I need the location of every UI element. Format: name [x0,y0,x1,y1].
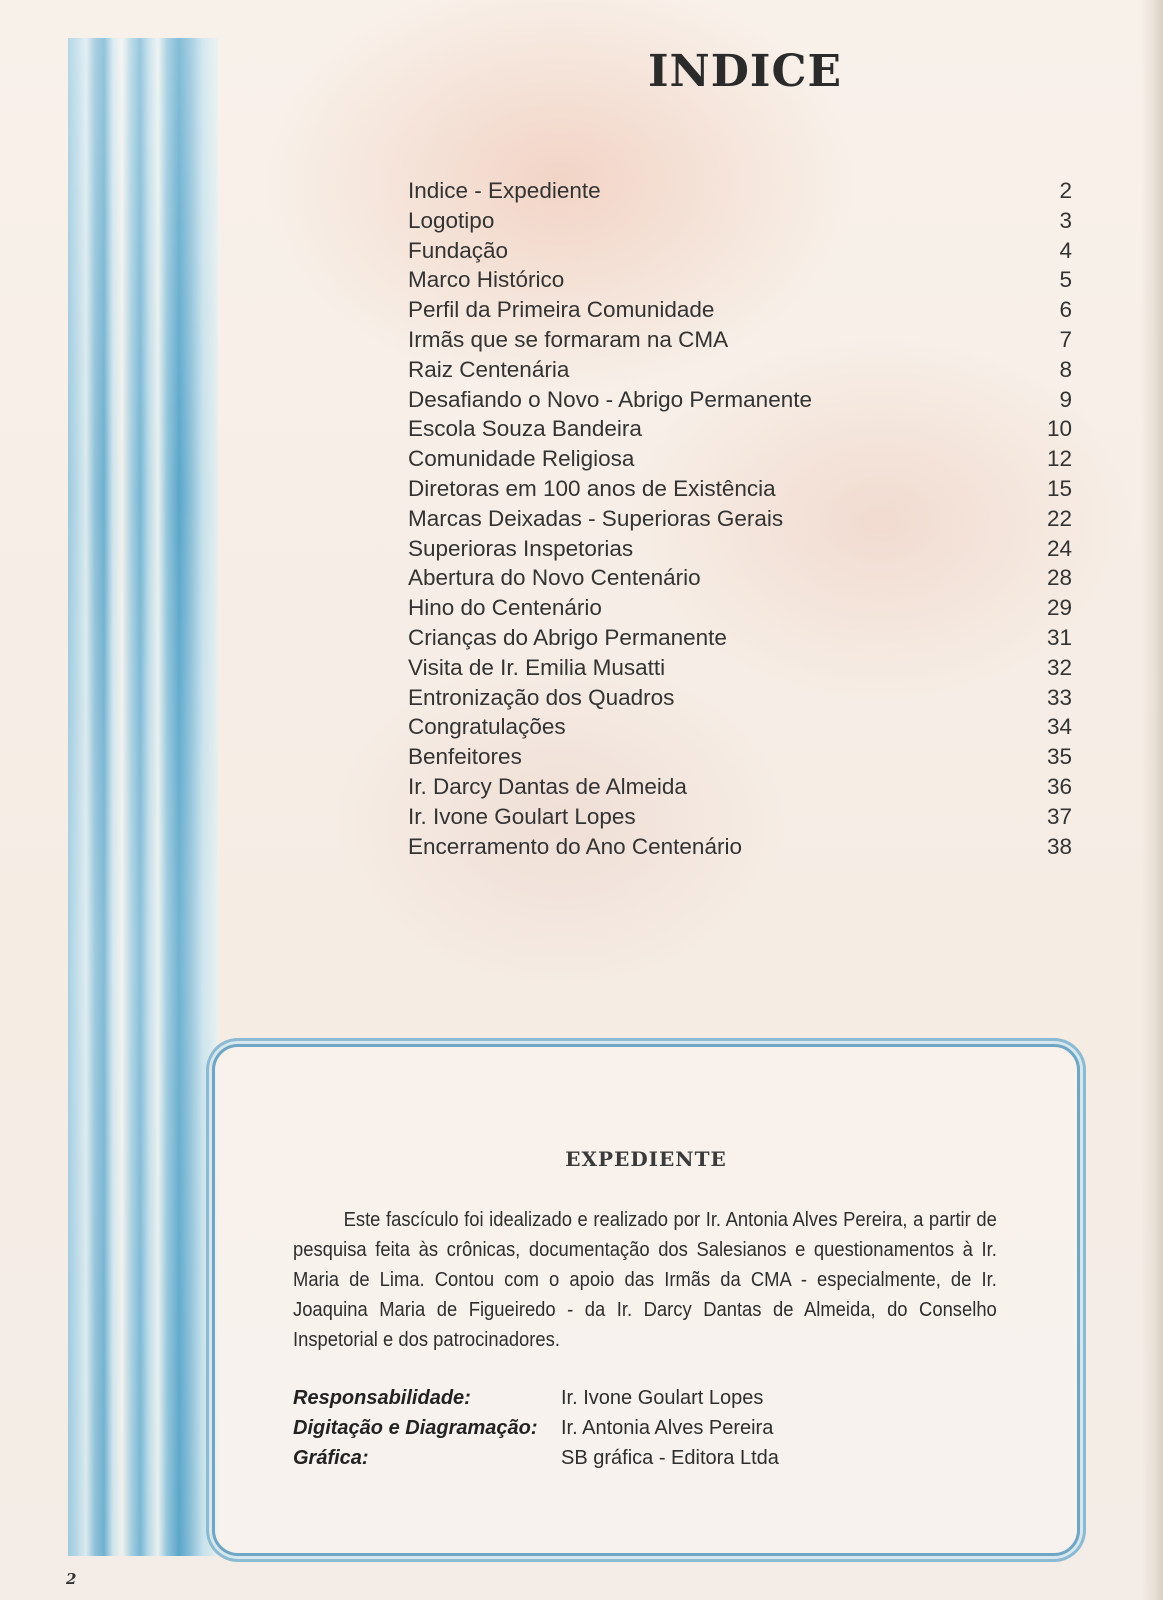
page-title: INDICE [647,46,843,97]
toc-entry [408,685,1072,715]
toc-entry-label: Diretoras em 100 anos de Existência [408,475,776,501]
toc-entry-page: 34 [1046,714,1072,740]
toc-entry-label: Congratulações [408,714,566,740]
toc-entry-label: Crianças do Abrigo Permanente [408,624,727,650]
credit-label: Responsabilidade: [293,1387,471,1409]
toc-entry-label: Logotipo [408,207,495,233]
toc-entry-label: Irmãs que se formaram na CMA [408,326,729,352]
credit-value: SB gráfica - Editora Ltda [561,1447,779,1469]
toc-entry [408,565,1072,595]
credit-label: Gráfica: [293,1447,369,1469]
toc-entry [408,446,1072,476]
toc-entry [408,208,1072,238]
toc-entry-page: 10 [1046,416,1072,442]
toc-entry [408,327,1072,357]
expediente-text: Este fascículo foi idealizado e realizado por Ir. Antonia Alves Pereira, a partir de pesquisa feita às crônicas, documentação dos Salesianos e questionamentos à Ir. Maria de Lima. Contou com o apoio das Irmãs da CMA - especialmente, de Ir. Joaquina Maria de Figueiredo - da Ir. Darcy Dantas de Almeida, do Conselho Inspetorial e dos patrocinadores. [293,1209,997,1351]
toc-entry-label: Marco Histórico [408,267,565,293]
toc-entry-label: Desafiando o Novo - Abrigo Permanente [408,386,812,412]
toc-entry [408,625,1072,655]
toc-entry-page: 32 [1046,654,1072,680]
toc-entry-page: 33 [1046,684,1072,710]
toc-entry [408,506,1072,536]
toc-entry-page: 28 [1046,565,1072,591]
toc-entry [408,655,1072,685]
toc-entry [408,536,1072,566]
toc-entry [408,357,1072,387]
toc-entry-label: Raiz Centenária [408,356,570,382]
credit-value: Ir. Antonia Alves Pereira [561,1417,774,1439]
credit-row [293,1447,913,1477]
toc-entry-label: Hino do Centenário [408,595,602,621]
toc-entry-page: 9 [1059,386,1072,412]
toc-entry-page: 12 [1046,446,1072,472]
toc-entry-page: 24 [1046,535,1072,561]
toc-entry-label: Indice - Expediente [408,178,601,203]
expediente-title: EXPEDIENTE [565,1147,727,1171]
credit-row [293,1417,913,1447]
toc-entry-page: 2 [1059,178,1072,203]
toc-entry-page: 3 [1059,207,1072,233]
toc-entry [408,804,1072,834]
toc-entry-label: Ir. Darcy Dantas de Almeida [408,773,687,799]
toc-entry-label: Perfil da Primeira Comunidade [408,297,715,323]
toc-entry [408,238,1072,268]
toc-entry-label: Ir. Ivone Goulart Lopes [408,803,636,829]
toc-entry-label: Abertura do Novo Centenário [408,565,701,591]
toc-entry-label: Entronização dos Quadros [408,684,675,710]
toc-entry-page: 37 [1046,803,1072,829]
toc-entry [408,297,1072,327]
toc-entry-label: Encerramento do Ano Centenário [408,833,742,859]
toc-entry-page: 36 [1046,773,1072,799]
toc-entry [408,714,1072,744]
toc-entry [408,476,1072,506]
toc-entry-label: Benfeitores [408,744,522,770]
toc-entry-page: 29 [1046,595,1072,621]
toc-entry-page: 35 [1046,744,1072,770]
decorative-blue-stripe [68,38,218,1556]
toc-entry [408,834,1072,864]
toc-entry-page: 8 [1059,356,1072,382]
toc-entry-label: Comunidade Religiosa [408,446,635,472]
toc-entry-page: 6 [1059,297,1072,323]
credits-list [293,1387,913,1477]
toc-entry-page: 22 [1046,505,1072,531]
toc-entry-label: Visita de Ir. Emilia Musatti [408,654,666,680]
toc-entry-label: Escola Souza Bandeira [408,416,642,442]
toc-entry-page: 4 [1059,237,1072,263]
table-of-contents [408,178,1072,863]
credit-row [293,1387,913,1417]
page-edge-shadow [1141,0,1163,1600]
toc-entry-label: Superioras Inspetorias [408,535,634,561]
toc-entry-page: 15 [1046,475,1072,501]
toc-entry [408,595,1072,625]
toc-entry-label: Fundação [408,237,509,263]
expediente-box [212,1044,1080,1556]
toc-entry [408,267,1072,297]
toc-entry [408,774,1072,804]
toc-entry-page: 7 [1059,326,1072,352]
toc-entry-label: Marcas Deixadas - Superioras Gerais [408,505,784,531]
page-number: 2 [66,1570,77,1588]
toc-entry-page: 38 [1046,833,1072,859]
toc-entry [408,416,1072,446]
toc-entry-page: 31 [1046,624,1072,650]
toc-entry [408,387,1072,417]
toc-entry [408,178,1072,208]
credit-value: Ir. Ivone Goulart Lopes [561,1387,764,1409]
toc-entry-page: 5 [1059,267,1072,293]
credit-label: Digitação e Diagramação: [293,1417,538,1439]
toc-entry [408,744,1072,774]
